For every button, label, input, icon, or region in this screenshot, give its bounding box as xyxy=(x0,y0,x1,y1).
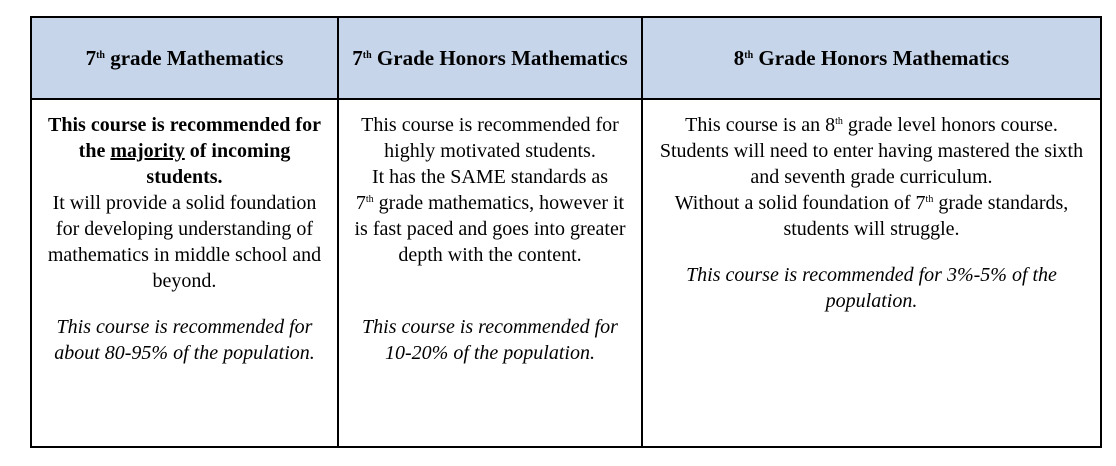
course-description: It will provide a solid foundation for developing understanding of mathematics in middle school and beyond. xyxy=(47,192,322,292)
header-number: 7 xyxy=(85,45,97,70)
description-8th-grade-honors xyxy=(642,99,1101,447)
standards-statement: It has the SAME standards as xyxy=(371,166,609,188)
majority-emphasis: majority xyxy=(110,140,185,162)
header-label: grade Mathematics xyxy=(110,45,284,70)
description-row xyxy=(31,99,1101,447)
header-8th-grade-honors xyxy=(642,17,1101,99)
header-superscript: th xyxy=(362,49,372,61)
header-number: 7 xyxy=(352,45,363,70)
population-note: This course is recommended for 3%-5% of the population. xyxy=(686,264,1057,312)
prerequisite-warning: Without a solid foundation of 7th grade standards, students will struggle. xyxy=(674,192,1069,240)
course-comparison-table xyxy=(30,16,1102,448)
header-7th-grade-honors xyxy=(338,17,642,99)
population-note: This course is recommended for about 80-95% of the population. xyxy=(54,316,315,364)
description-7th-grade-honors xyxy=(338,99,642,447)
header-superscript: th xyxy=(744,49,754,61)
header-7th-grade-math xyxy=(31,17,338,99)
header-row xyxy=(31,17,1101,99)
majority-statement: This course is recommended for the majority of incoming students. xyxy=(48,114,321,188)
header-superscript: th xyxy=(96,49,105,61)
header-label: Grade Honors Mathematics xyxy=(758,45,1010,70)
description-7th-grade-math xyxy=(31,99,338,447)
header-label: Grade Honors Mathematics xyxy=(376,45,628,70)
population-note: This course is recommended for 10-20% of the population. xyxy=(362,316,618,364)
course-description: This course is recommended for highly motivated students. xyxy=(361,114,619,162)
pace-description: 7th grade mathematics, however it is fast paced and goes into greater depth with the content. xyxy=(354,192,626,266)
course-description: This course is an 8th grade level honors course. Students will need to enter having mastered the sixth and seventh grade curriculum. xyxy=(659,114,1084,188)
header-number: 8 xyxy=(733,45,745,70)
